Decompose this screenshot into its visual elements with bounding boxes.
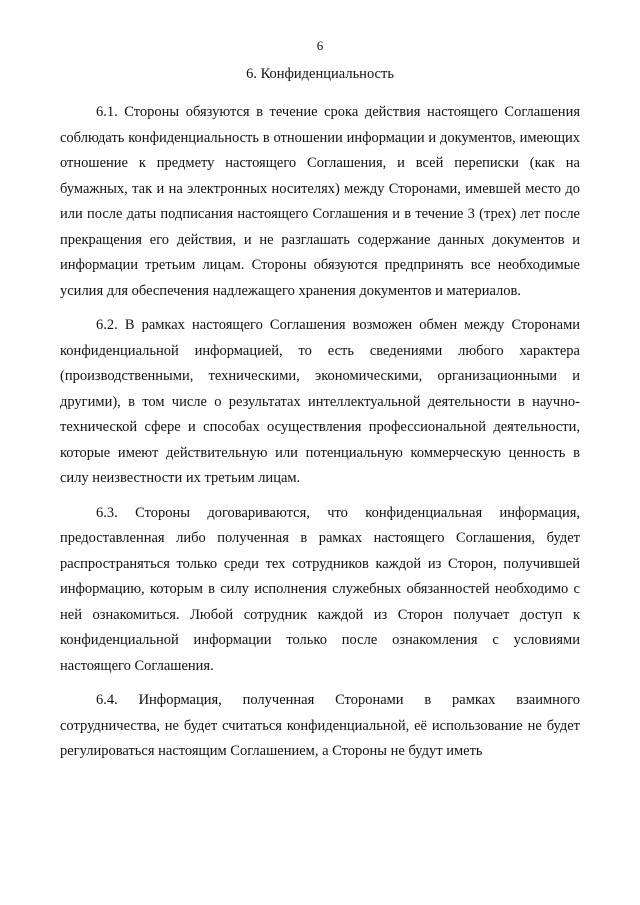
paragraph-6-2 [60, 313, 580, 492]
page-number: 6 [316, 38, 324, 53]
paragraph-number: 6.3. [96, 504, 118, 521]
paragraph-text: В рамках настоящего Соглашения возможен обмен между Сторонами конфиденциальной информацией, то есть сведениями любого характера (производственными, техническими, экономическими, организационными и другими), в том числе о результатах интеллектуальной деятельности в научно-технической сфере и способах осуществления профессиональной деятельности, которые имеют действительную или потенциальную коммерческую ценность в силу неизвестности их третьим лицам. [60, 317, 581, 486]
paragraph-6-1 [60, 100, 580, 304]
document-body [60, 100, 580, 774]
paragraph-number: 6.1. [96, 104, 118, 120]
paragraph-6-3 [60, 501, 580, 680]
paragraph-6-4 [60, 688, 580, 765]
section-title: 6. Конфиденциальность [246, 66, 394, 82]
paragraph-text: Информация, полученная Сторонами в рамках взаимного сотрудничества, не будет считаться конфиденциальной, её использование не будет регулироваться настоящим Соглашением, а Стороны не будут иметь [60, 692, 580, 759]
paragraph-number: 6.2. [96, 317, 118, 333]
paragraph-text: Стороны договариваются, что конфиденциальная информация, предоставленная либо полученная в рамках настоящего Соглашения, будет распространяться только среди тех сотрудников каждой из Сторон, получившей информацию, которым в силу исполнения служебных обязанностей необходимо с ней ознакомиться. Любой сотрудник каждой из Сторон получает доступ к конфиденциальной информации только после ознакомления с условиями настоящего Соглашения. [60, 504, 580, 674]
paragraph-text: Стороны обязуются в течение срока действия настоящего Соглашения соблюдать конфиденциальность в отношении информации и документов, имеющих отношение к предмету настоящего Соглашения, и всей переписки (как на бумажных, так и на электронных носителях) между Сторонами, имевшей место до или после даты подписания настоящего Соглашения и в течение 3 (трех) лет после прекращения его действия, и не разглашать содержание данных документов и информации третьим лицам. Стороны обязуются предпринять все необходимые усилия для обеспечения надлежащего хранения документов и материалов. [60, 104, 581, 299]
paragraph-number: 6.4. [96, 692, 118, 708]
